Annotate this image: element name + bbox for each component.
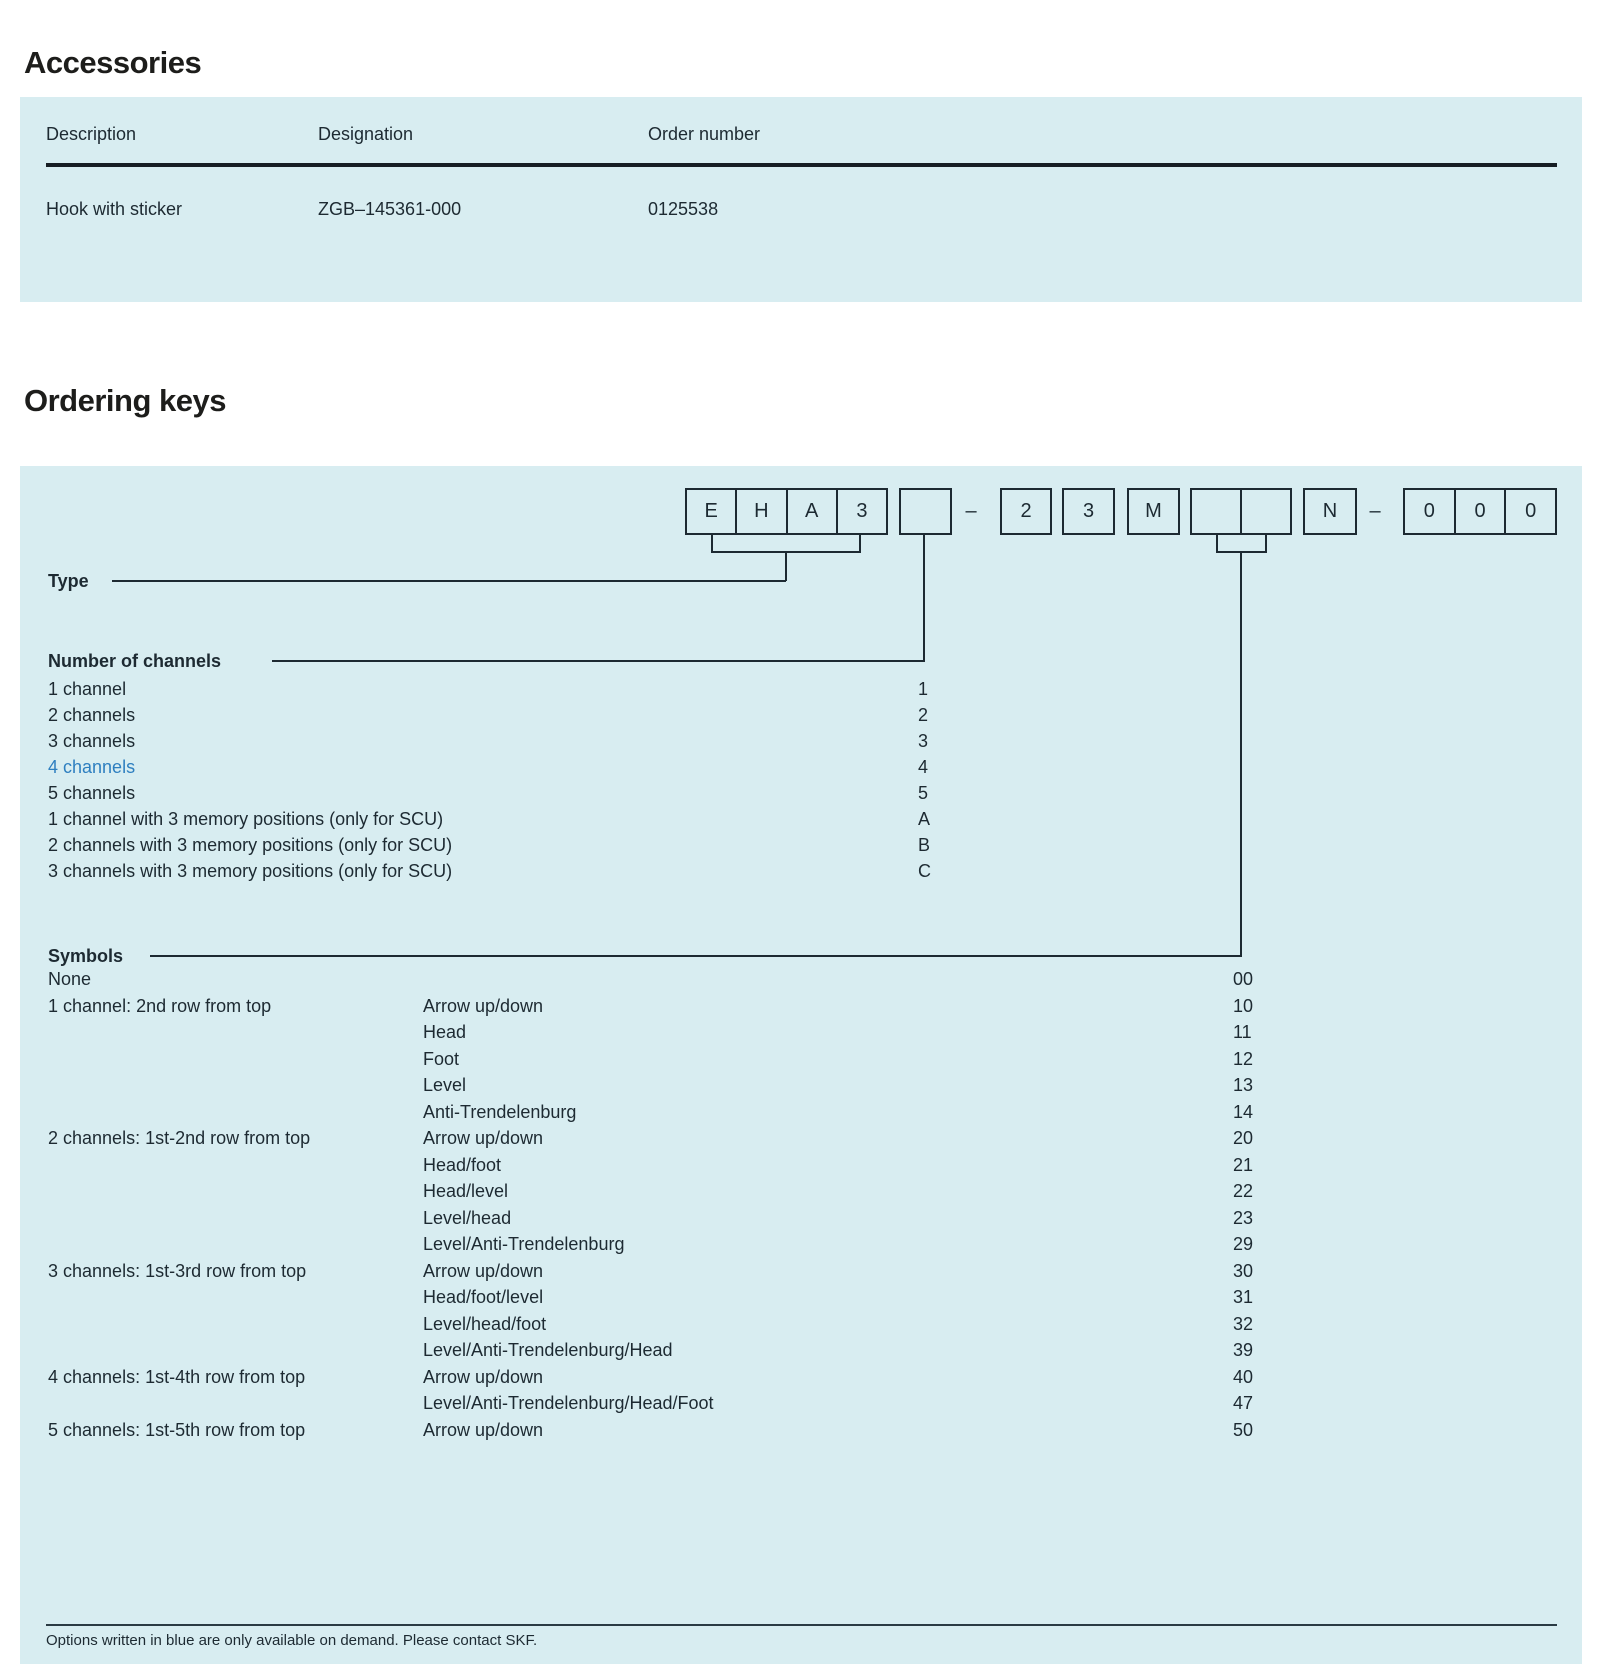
symbols-code: 47 <box>1233 1393 1254 1413</box>
symbols-code: 21 <box>1233 1154 1254 1175</box>
channels-list-item <box>48 676 968 702</box>
channels-item-code: 2 <box>918 705 929 725</box>
type-section-label: Type <box>48 571 89 591</box>
symbols-symbol-label: Arrow up/down <box>423 1366 544 1387</box>
symbols-code: 20 <box>1233 1128 1254 1148</box>
column-header-designation: Designation <box>318 124 414 144</box>
cell-description: Hook with sticker <box>46 199 183 219</box>
code-box-group <box>1403 488 1557 535</box>
symbols-group-label: 4 channels: 1st-4th row from top <box>48 1366 306 1387</box>
symbols-group-label: 5 channels: 1st-5th row from top <box>48 1419 306 1440</box>
symbols-symbol-label: Arrow up/down <box>423 1128 544 1148</box>
symbols-code: 11 <box>1233 1022 1252 1042</box>
symbols-symbol-label: Head <box>423 1022 467 1042</box>
code-cell-empty <box>901 490 950 533</box>
symbols-symbol-label: Arrow up/down <box>423 1419 544 1440</box>
code-box-group <box>685 488 888 535</box>
cell-order-number: 0125538 <box>648 199 719 219</box>
symbols-code: 22 <box>1233 1181 1254 1201</box>
symbols-code: 14 <box>1233 1101 1254 1122</box>
symbols-code: 10 <box>1233 995 1254 1016</box>
symbols-list-row <box>48 1364 1288 1390</box>
channels-list-item <box>48 754 968 780</box>
channels-item-label: 5 channels <box>48 783 136 803</box>
code-box-group <box>899 488 952 535</box>
code-cell: A <box>786 490 836 533</box>
accessories-heading: Accessories <box>24 44 202 80</box>
table-header-rule <box>46 163 1557 167</box>
symbols-symbol-label: Foot <box>423 1048 460 1069</box>
symbols-symbol-label: Level/Anti-Trendelenburg/Head <box>423 1340 673 1360</box>
channels-item-label: 2 channels with 3 memory positions (only for SCU) <box>48 835 453 855</box>
channels-item-code: B <box>918 835 931 855</box>
symbols-code: 32 <box>1233 1313 1254 1334</box>
channels-item-code: 4 <box>918 757 929 777</box>
channels-item-label: 4 channels <box>48 757 136 777</box>
symbols-symbol-label: Head/foot <box>423 1154 502 1175</box>
symbols-group-label: 2 channels: 1st-2nd row from top <box>48 1128 311 1148</box>
code-box-group <box>1190 488 1292 535</box>
symbols-group-label: None <box>48 969 92 989</box>
code-box-group <box>1000 488 1052 535</box>
channels-list-item <box>48 780 968 806</box>
symbols-list-row <box>48 993 1288 1019</box>
symbols-bracket <box>1216 535 1267 553</box>
code-dash-separator: – <box>965 500 977 522</box>
symbols-symbol-label: Level/Anti-Trendelenburg <box>423 1234 625 1254</box>
channels-section-label: Number of channels <box>48 651 222 671</box>
footnote-text: Options written in blue are only available on demand. Please contact SKF. <box>46 1632 538 1649</box>
symbols-section-label: Symbols <box>48 946 124 966</box>
channels-item-code: C <box>918 861 931 881</box>
symbols-list-row <box>48 1258 1288 1284</box>
channels-list-item <box>48 728 968 754</box>
code-cell: 2 <box>1020 500 1032 522</box>
symbols-code: 12 <box>1233 1048 1254 1069</box>
symbols-symbol-label: Level <box>423 1075 467 1095</box>
code-cell: E <box>704 500 718 522</box>
symbols-code: 50 <box>1233 1419 1254 1440</box>
symbols-symbol-label: Level/head <box>423 1207 512 1228</box>
code-cell: 0 <box>1423 500 1435 522</box>
code-box-group <box>1303 488 1357 535</box>
code-cell-empty <box>1192 490 1240 533</box>
channels-item-label: 2 channels <box>48 705 136 725</box>
channels-stem-line <box>923 535 925 662</box>
symbols-list-row <box>48 966 1288 992</box>
symbols-symbol-label: Anti-Trendelenburg <box>423 1101 577 1122</box>
symbols-code: 40 <box>1233 1366 1254 1387</box>
symbols-code: 13 <box>1233 1075 1254 1095</box>
symbols-code: 31 <box>1233 1287 1254 1307</box>
column-header-order-number: Order number <box>648 124 761 144</box>
code-cell-empty <box>1240 490 1290 533</box>
symbols-code: 30 <box>1233 1260 1254 1281</box>
symbols-list-row <box>48 1417 1288 1443</box>
channels-item-code: 5 <box>918 783 929 803</box>
symbols-stem-line <box>1240 552 1242 956</box>
channels-item-label: 3 channels <box>48 731 136 751</box>
channels-item-label: 1 channel <box>48 679 127 699</box>
footnote-rule <box>46 1624 1557 1626</box>
code-cell: 3 <box>836 490 886 533</box>
symbols-symbol-label: Head/foot/level <box>423 1287 544 1307</box>
code-dash-separator: – <box>1369 500 1381 522</box>
symbols-code: 39 <box>1233 1340 1254 1360</box>
column-header-description: Description <box>46 124 137 144</box>
ordering-keys-panel <box>20 466 1582 1664</box>
symbols-symbol-label: Arrow up/down <box>423 1260 544 1281</box>
code-cell: N <box>1322 500 1338 522</box>
channels-item-label: 1 channel with 3 memory positions (only for SCU) <box>48 809 444 829</box>
symbols-list-row <box>48 1125 1288 1151</box>
code-cell: 3 <box>1082 500 1095 522</box>
symbols-connector-line <box>150 955 1242 957</box>
symbols-group-label: 3 channels: 1st-3rd row from top <box>48 1260 307 1281</box>
symbols-code: 29 <box>1233 1234 1254 1254</box>
symbols-symbol-label: Head/level <box>423 1181 509 1201</box>
channels-connector-line <box>272 660 925 662</box>
channels-list-item <box>48 832 968 858</box>
code-box-group <box>1127 488 1180 535</box>
channels-list-item <box>48 702 968 728</box>
symbols-code: 00 <box>1233 969 1254 989</box>
channels-list-item <box>48 806 968 832</box>
code-cell: H <box>735 490 785 533</box>
type-stem-line <box>785 552 787 581</box>
type-bracket <box>711 535 861 553</box>
symbols-symbol-label: Arrow up/down <box>423 995 544 1016</box>
symbols-symbol-label: Level/head/foot <box>423 1313 547 1334</box>
channels-item-code: 1 <box>918 679 929 699</box>
symbols-code: 23 <box>1233 1207 1254 1228</box>
code-cell: 0 <box>1454 490 1505 533</box>
ordering-keys-heading: Ordering keys <box>24 382 226 418</box>
channels-item-code: A <box>918 809 931 829</box>
code-cell: M <box>1145 500 1162 522</box>
symbols-symbol-label: Level/Anti-Trendelenburg/Head/Foot <box>423 1393 714 1413</box>
code-cell: 0 <box>1504 490 1555 533</box>
type-connector-line <box>112 580 786 582</box>
cell-designation: ZGB–145361-000 <box>318 199 462 219</box>
channels-item-label: 3 channels with 3 memory positions (only for SCU) <box>48 861 453 881</box>
channels-item-code: 3 <box>918 731 929 751</box>
code-box-group <box>1062 488 1115 535</box>
accessories-table-panel <box>20 97 1582 302</box>
channels-list-item <box>48 858 968 884</box>
symbols-group-label: 1 channel: 2nd row from top <box>48 995 272 1016</box>
